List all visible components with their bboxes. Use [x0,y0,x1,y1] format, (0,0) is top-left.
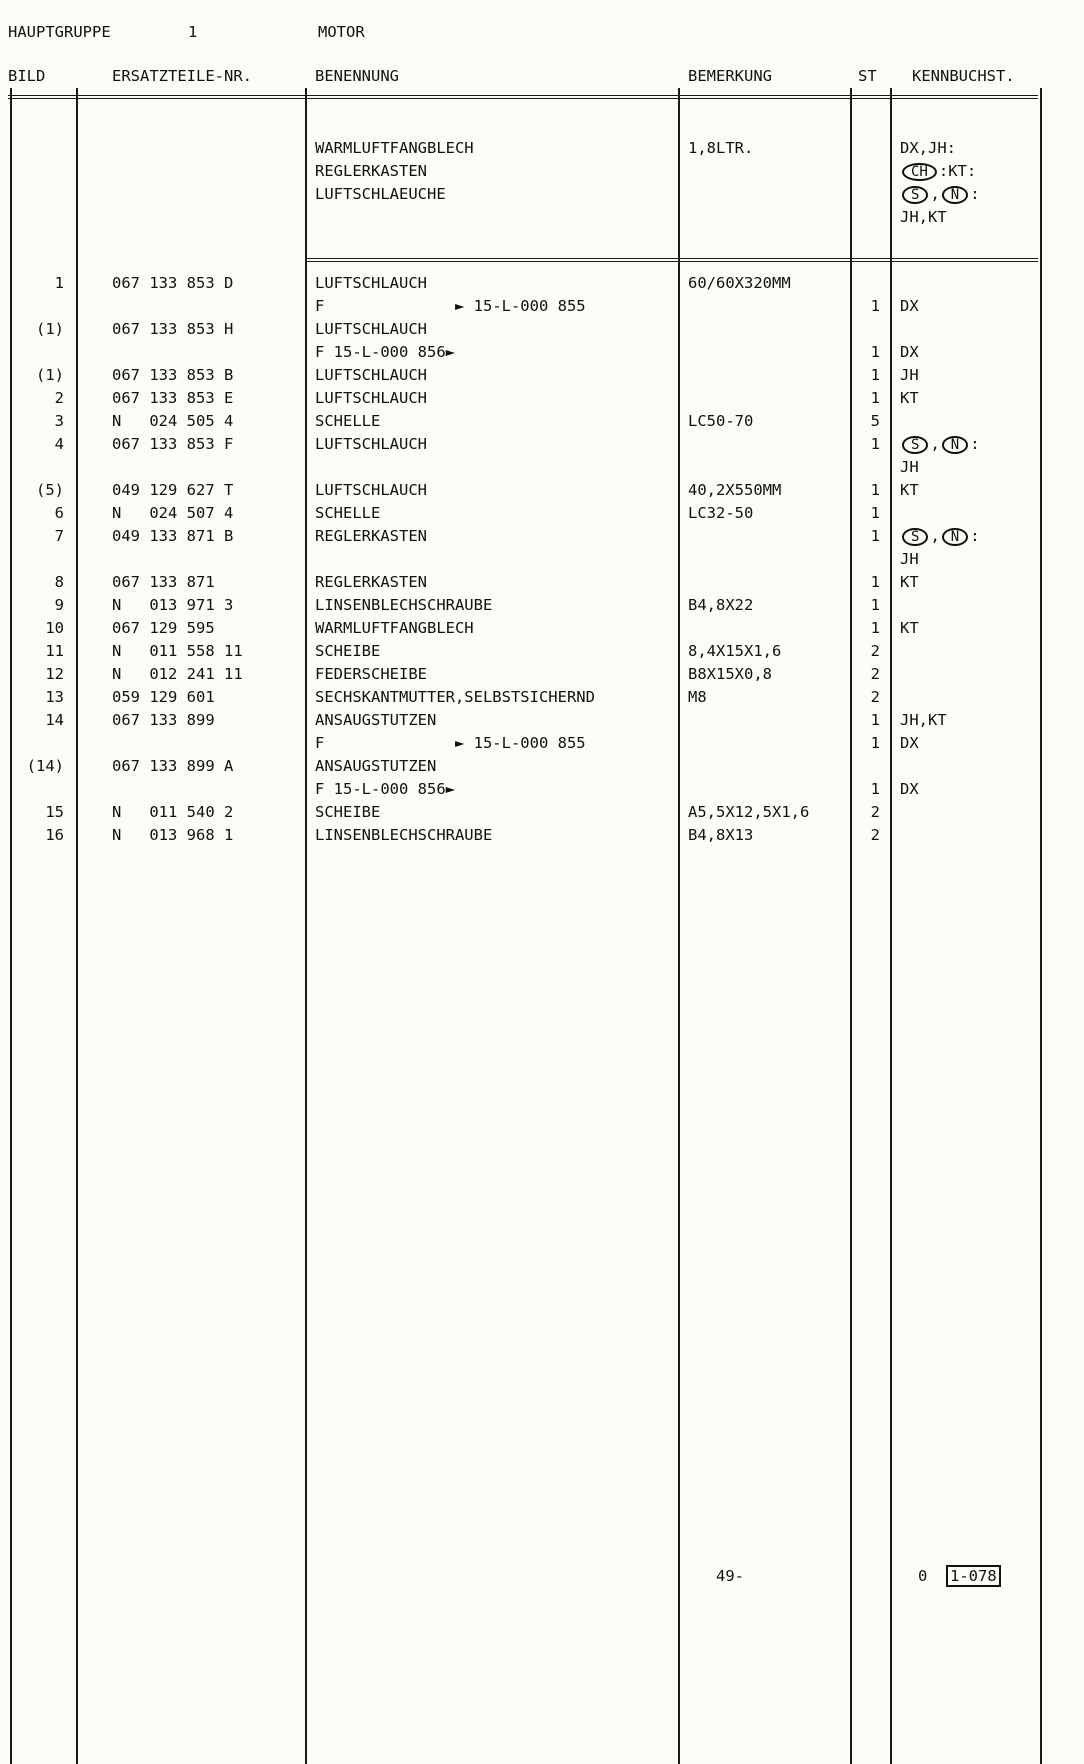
cell-stueck: 1 [870,734,880,752]
table-row [0,757,1084,779]
intro-bem: 1,8LTR. [688,139,754,157]
cell-stueck: 1 [870,481,880,499]
cell-bild: (1) [36,320,64,338]
cell-benennung: F ► 15-L-000 855 [315,734,586,752]
cell-kennbuchstaben: KT [900,389,919,407]
cell-bild: 1 [54,274,64,292]
intro-ben-1: WARMLUFTFANGBLECH [315,139,474,157]
cell-benennung: F 15-L-000 856► [315,780,455,798]
cell-bild: 11 [45,642,64,660]
cell-benennung: SECHSKANTMUTTER,SELBSTSICHERND [315,688,595,706]
cell-bemerkung: M8 [688,688,707,706]
table-row [0,688,1084,710]
cell-benennung: LINSENBLECHSCHRAUBE [315,826,493,844]
cell-stueck: 1 [870,527,880,545]
intro-kb-3-colon: : [970,185,980,203]
intro-separator [306,258,1038,262]
col-header-st: ST [858,67,877,85]
cell-stueck: 2 [870,803,880,821]
intro-ben-2: REGLERKASTEN [315,162,427,180]
separator-text: : [970,527,980,545]
table-row [0,435,1084,457]
country-oval-s: S [902,186,928,204]
table-row [0,343,1084,365]
cell-stueck: 1 [870,343,880,361]
cell-bemerkung: LC50-70 [688,412,754,430]
cell-benennung: SCHELLE [315,412,381,430]
table-row [0,389,1084,411]
table-row [0,573,1084,595]
cell-bemerkung: B4,8X22 [688,596,754,614]
cell-stueck: 1 [870,573,880,591]
country-oval: S [902,436,928,454]
cell-stueck: 1 [870,711,880,729]
cell-kennbuchstaben: JH,KT [900,711,947,729]
group-name: MOTOR [318,23,365,41]
cell-bemerkung: 8,4X15X1,6 [688,642,782,660]
country-oval-n: N [942,186,968,204]
cell-part-number: N 013 971 3 [112,596,234,614]
cell-part-number: N 024 505 4 [112,412,234,430]
cell-benennung: ANSAUGSTUTZEN [315,711,437,729]
col-header-bem: BEMERKUNG [688,67,772,85]
col-header-kb: KENNBUCHST. [912,67,1015,85]
cell-stueck: 1 [870,780,880,798]
table-row [0,458,1084,480]
country-oval: N [942,436,968,454]
cell-bild: 4 [54,435,64,453]
cell-benennung: F ► 15-L-000 855 [315,297,586,315]
cell-bemerkung: A5,5X12,5X1,6 [688,803,810,821]
cell-part-number: 059 129 601 [112,688,215,706]
cell-part-number: N 011 540 2 [112,803,234,821]
table-row [0,550,1084,572]
cell-stueck: 1 [870,619,880,637]
cell-part-number: N 012 241 11 [112,665,243,683]
group-number: 1 [188,23,198,41]
cell-bild: 9 [54,596,64,614]
cell-benennung: REGLERKASTEN [315,527,427,545]
cell-stueck: 1 [870,389,880,407]
cell-stueck: 2 [870,688,880,706]
col-header-ben: BENENNUNG [315,67,399,85]
intro-kb-3 [900,184,980,204]
cell-benennung: LUFTSCHLAUCH [315,320,427,338]
intro-kb-3-sep: , [930,185,940,203]
cell-part-number: N 024 507 4 [112,504,234,522]
cell-benennung: FEDERSCHEIBE [315,665,427,683]
cell-stueck: 1 [870,504,880,522]
separator-text: , [930,527,940,545]
cell-bild: 8 [54,573,64,591]
table-row [0,665,1084,687]
cell-benennung: F 15-L-000 856► [315,343,455,361]
intro-ben-3: LUFTSCHLAEUCHE [315,185,446,203]
cell-kennbuchstaben-ovals [900,527,980,546]
table-row [0,711,1084,733]
cell-part-number: 049 133 871 B [112,527,234,545]
cell-bild: 2 [54,389,64,407]
cell-benennung: LUFTSCHLAUCH [315,366,427,384]
cell-stueck: 5 [870,412,880,430]
table-row [0,642,1084,664]
cell-bild: 16 [45,826,64,844]
cell-kennbuchstaben: JH [900,366,919,384]
cell-part-number: 067 133 853 E [112,389,234,407]
table-row [0,366,1084,388]
cell-bild: 12 [45,665,64,683]
cell-benennung: LUFTSCHLAUCH [315,274,427,292]
cell-part-number: 067 133 853 B [112,366,234,384]
table-row [0,297,1084,319]
cell-benennung: SCHELLE [315,504,381,522]
cell-part-number: 049 129 627 T [112,481,234,499]
intro-kb-2-text: :KT: [938,162,977,180]
cell-part-number: N 013 968 1 [112,826,234,844]
cell-bild: 6 [54,504,64,522]
cell-part-number: N 011 558 11 [112,642,243,660]
cell-stueck: 1 [870,366,880,384]
cell-part-number: 067 133 899 A [112,757,234,775]
table-row [0,619,1084,641]
country-oval: S [902,528,928,546]
cell-bemerkung: 40,2X550MM [688,481,782,499]
page-number: 49- [716,1567,744,1585]
cell-bemerkung: B4,8X13 [688,826,754,844]
cell-stueck: 1 [870,297,880,315]
intro-kb-1: DX,JH: [900,139,956,157]
separator-text: , [930,435,940,453]
cell-part-number: 067 133 853 D [112,274,234,292]
footer-code-box: 1-078 [946,1565,1001,1587]
country-oval-ch: CH [902,163,937,181]
table-row [0,320,1084,342]
cell-part-number: 067 133 899 [112,711,215,729]
cell-benennung: ANSAUGSTUTZEN [315,757,437,775]
cell-benennung: SCHEIBE [315,803,381,821]
cell-stueck: 1 [870,435,880,453]
cell-stueck: 2 [870,642,880,660]
intro-kb-2 [900,161,976,181]
table-row [0,734,1084,756]
intro-kb-4: JH,KT [900,208,947,226]
header-separator [8,95,1038,99]
col-header-nr: ERSATZTEILE-NR. [112,67,252,85]
cell-bemerkung: LC32-50 [688,504,754,522]
cell-kennbuchstaben: DX [900,780,919,798]
table-row [0,826,1084,848]
cell-stueck: 2 [870,826,880,844]
cell-kennbuchstaben: DX [900,343,919,361]
table-row [0,780,1084,802]
cell-benennung: LINSENBLECHSCHRAUBE [315,596,493,614]
table-row [0,504,1084,526]
cell-kennbuchstaben: KT [900,573,919,591]
cell-kennbuchstaben: JH [900,550,919,568]
group-label: HAUPTGRUPPE [8,23,111,41]
cell-benennung: REGLERKASTEN [315,573,427,591]
cell-part-number: 067 133 853 F [112,435,234,453]
cell-benennung: LUFTSCHLAUCH [315,435,427,453]
cell-part-number: 067 133 871 [112,573,215,591]
footer-code [946,1566,1001,1586]
table-row [0,527,1084,549]
cell-benennung: LUFTSCHLAUCH [315,481,427,499]
cell-part-number: 067 133 853 H [112,320,234,338]
cell-bemerkung: 60/60X320MM [688,274,791,292]
cell-kennbuchstaben: DX [900,734,919,752]
cell-bild: 10 [45,619,64,637]
country-oval: N [942,528,968,546]
col-header-bild: BILD [8,67,46,85]
cell-bild: 15 [45,803,64,821]
cell-bemerkung: B8X15X0,8 [688,665,772,683]
cell-bild: 3 [54,412,64,430]
cell-benennung: LUFTSCHLAUCH [315,389,427,407]
cell-benennung: WARMLUFTFANGBLECH [315,619,474,637]
table-row [0,274,1084,296]
table-row [0,596,1084,618]
cell-bild: (1) [36,366,64,384]
cell-benennung: SCHEIBE [315,642,381,660]
cell-part-number: 067 129 595 [112,619,215,637]
cell-bild: (14) [26,757,64,775]
cell-stueck: 1 [870,596,880,614]
cell-kennbuchstaben: JH [900,458,919,476]
cell-bild: 7 [54,527,64,545]
footer-code-prefix: 0 [918,1567,928,1585]
table-row [0,412,1084,434]
cell-kennbuchstaben: KT [900,481,919,499]
cell-kennbuchstaben: KT [900,619,919,637]
cell-bild: 13 [45,688,64,706]
cell-kennbuchstaben-ovals [900,435,980,454]
separator-text: : [970,435,980,453]
cell-bild: (5) [36,481,64,499]
table-row [0,481,1084,503]
cell-stueck: 2 [870,665,880,683]
cell-kennbuchstaben: DX [900,297,919,315]
table-row [0,803,1084,825]
cell-bild: 14 [45,711,64,729]
